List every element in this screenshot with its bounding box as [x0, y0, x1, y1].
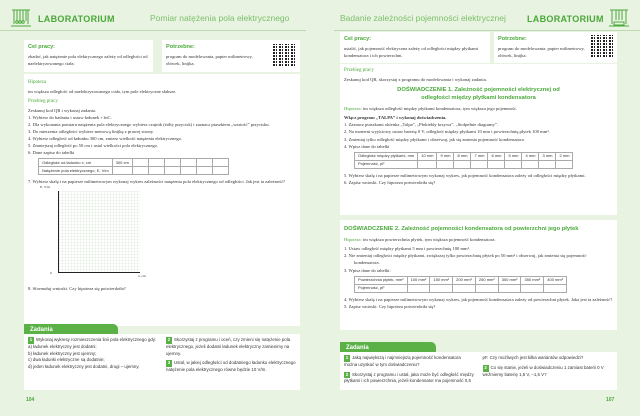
task-text: Skorzystaj z programu i oceń, czy zmieni się natężenie pola elektrycznego, jeżeli dodatni ładunek elektryczny zamienimy na ujemny. [166, 337, 291, 356]
step: 3. Wpisz dane do tabelki: [344, 267, 391, 273]
step: 5. Zapisz wnioski. Czy hipoteza potwierdziła się? [344, 303, 436, 309]
procedure-label: Przebieg pracy [344, 68, 374, 73]
table-cell: 300 cm [112, 159, 132, 167]
step: 2. Dla wykonania pomiaru natężenia pola elektrycznego wybierz czujnik (żółty przycisk) i zaznacz ptaszkiem „wartość” przycisku. [28, 121, 270, 127]
graph-origin: 0 [50, 271, 52, 276]
table-cell [498, 284, 521, 292]
page-number: 104 [26, 397, 35, 403]
step: 1. Wybierz do badania i ustaw ładunek +1nC. [28, 114, 112, 120]
table-cell: 400 mm² [544, 276, 567, 284]
table-cell [430, 284, 453, 292]
task-number: 1 [345, 355, 349, 360]
table-cell [475, 284, 498, 292]
step: 7. Wybierz skalę i na papierze milimetrowym wykonaj wykres zależności natężenia pola elektrycznego od odległości. Jak jest ta zależność? [28, 179, 286, 185]
task-number: 3 [167, 360, 171, 366]
table-cell: 100 mm² [407, 276, 430, 284]
task-number: 2 [167, 337, 171, 342]
tasks-tab: Zadania [24, 324, 118, 334]
row-header: Natężenie pola elektrycznego, E, V/m [39, 167, 113, 175]
procedure-box [24, 74, 300, 326]
step: 6. Dane zapisz do tabelki [28, 150, 75, 156]
procedure-steps [28, 114, 296, 157]
section-label: LABORATORIUM [38, 14, 115, 24]
step: 4. Wybierz skalę i na papierze milimetrowym wykonaj wykres, jak pojemność kondensatora zależy od powierzchni płytek. Jaka jest ta zależność? [344, 296, 613, 302]
step: 2. Na moment wyjściowy ustaw baterię 0 V, odległość między płytkami 10 mm i powierzchnię płytek 100 mm². [344, 129, 550, 135]
step: 5. Wybierz skalę i na papierze milimetrowym wykonaj wykres, jak pojemność kondensatora zależy od odległości między płytkami. [344, 172, 586, 178]
divider [334, 30, 640, 31]
newton-cradle-icon [10, 8, 32, 28]
data-table [354, 276, 567, 293]
table-cell [437, 160, 454, 168]
qr-code[interactable] [273, 44, 295, 66]
table-cell: 10 mm [418, 152, 437, 160]
table-cell: 150 mm² [430, 276, 453, 284]
left-logo [10, 8, 32, 28]
table-row [355, 276, 567, 284]
task-text: Ustal, w jakiej odległości od dodatniego ładunku elektrycznego natężenie pola elektrycznego równe będzie 10 V/m. [166, 360, 296, 373]
page-title: Pomiar natężenia pola elektrycznego [150, 13, 290, 23]
table-cell: 3 mm [539, 152, 556, 160]
table-cell [180, 159, 196, 167]
step: 3. Do mierzenia odległości wybierz metrową linijkę z prawej strony. [28, 128, 154, 134]
experiment-lead: Włącz program „TALPA” i wykonaj doświadczenia. [344, 115, 447, 121]
table-row [355, 160, 573, 168]
goal-label: Cel pracy: [28, 44, 56, 50]
goal-box [340, 32, 490, 63]
task-1 [344, 355, 475, 369]
hypothesis-label: Hipoteza [28, 80, 47, 85]
materials-label: Potrzebne: [498, 36, 527, 42]
task-3 [166, 360, 296, 374]
task-subitem: c) dwa ładunki elektryczne są dodatnie; [28, 357, 105, 363]
goal-box [24, 40, 153, 72]
step: 6. Zapisz wnioski. Czy hipoteza potwierdziła się? [344, 179, 436, 185]
section-label: LABORATORIUM [527, 14, 604, 24]
table-cell [454, 160, 471, 168]
table-cell [196, 167, 212, 175]
graph-x-label: x, cm [138, 274, 146, 279]
table-cell [164, 167, 180, 175]
right-logo [608, 8, 630, 30]
table-row [355, 152, 573, 160]
table-cell: 6 mm [488, 152, 505, 160]
tasks-box [24, 334, 300, 390]
table-cell: 7 mm [471, 152, 488, 160]
table-cell: 4 mm [522, 152, 539, 160]
table-cell [556, 160, 573, 168]
table-cell [453, 284, 476, 292]
data-table [354, 152, 573, 169]
goal-text: zbadać, jak natężenie pola elektrycznego zależy od odległości od naelektryzowanego ciała. [28, 53, 148, 66]
table-cell: 2 mm [556, 152, 573, 160]
data-table [38, 158, 229, 175]
experiment-1-title: DOŚWIADCZENIE 1. Zależność pojemności elektrycznej od odległości między płytkami kondensatora [397, 86, 560, 101]
table-cell [521, 284, 544, 292]
table-cell [471, 160, 488, 168]
table-cell [132, 159, 148, 167]
step: 1. Zaznacz ptaszkami okienka „Talpa”, „Płokiełdy krzywa”, „Stołpełnie diagramy”. [344, 122, 499, 128]
task-1 [28, 337, 158, 387]
hypothesis-text: im większa odległość między płytkami kondensatora, tym większa jego pojemność. [363, 106, 517, 112]
experiment-2-title: DOŚWIADCZENIE 2. Zależność pojemności kondensatora od powierzchni jego płytek [344, 226, 579, 232]
row-header: Odległość między płytkami, mm [355, 152, 418, 160]
materials-box [494, 32, 617, 63]
table-cell [212, 159, 228, 167]
table-cell [505, 160, 522, 168]
materials-text: program do modelowania, papier milimetrowy, ołówek, linijka. [498, 45, 585, 58]
hypothesis-label: Hipoteza: [344, 106, 362, 112]
materials-box [162, 40, 300, 72]
table-cell [212, 167, 228, 175]
table-cell [407, 284, 430, 292]
task-text: Co się stanie, jeżeli w doświadczeniu 1 zamiast baterii 0 V weźmiemy baterię 1,5 V, –1,5 V? [482, 364, 604, 377]
materials-text: program do modelowania, papier milimetrowy, ołówek, linijka. [166, 53, 253, 66]
page-number: 107 [606, 397, 615, 403]
tasks-tab: Zadania [340, 342, 436, 352]
row-header: Powierzchnia płytek, mm² [355, 276, 408, 284]
table-cell [488, 160, 505, 168]
task-number: 3 [484, 364, 487, 370]
goal-text: ustalić, jak pojemność elektryczna zależy od odległości między płytkami kondensatora i ich powierzchni. [344, 45, 479, 58]
procedure-label: Przebieg pracy [28, 98, 58, 104]
table-cell [148, 159, 164, 167]
materials-label: Potrzebne: [166, 44, 195, 50]
task-3 [483, 365, 614, 379]
table-cell: 5 mm [505, 152, 522, 160]
table-cell [112, 167, 132, 175]
table-row [39, 159, 229, 167]
step: 2. Nie zmieniaj odległości między płytkami, zwiększaj tylko powierzchnię płytek po 50 mm² i obserwuj, jak zmienia się pojemność kondensatora. [344, 253, 587, 266]
task-subitem: b) ładunek elektryczny jest ujemny; [28, 350, 97, 356]
divider [0, 30, 306, 31]
graph-grid [58, 191, 140, 273]
task-text: Skorzystaj z programu i ustal, jaka może być odległość między płytkami i ich powierzchnia, jeżeli kondensator ma pojemność 0,5 pF. Czy możliwych jest kilka wariantów odpowiedzi? [344, 355, 584, 384]
table-cell [196, 159, 212, 167]
row-header: Odległość od ładunku x, cm [39, 159, 113, 167]
table-cell: 350 mm² [521, 276, 544, 284]
table-cell: 200 mm² [453, 276, 476, 284]
step: 4. Wpisz dane do tabelki [344, 143, 390, 149]
table-cell [180, 167, 196, 175]
row-header: Pojemność, pF [355, 160, 418, 168]
table-cell [544, 284, 567, 292]
table-cell [164, 159, 180, 167]
step: 3. Zmieniaj tylko odległość między płytkami i obserwuj, jak się zmienia pojemność kondensatora. [344, 136, 525, 142]
table-cell [132, 167, 148, 175]
table-cell [539, 160, 556, 168]
task-text: Wykonaj wykresy rozmieszczenia linii pola elektrycznego gdy: [36, 337, 157, 342]
experiment-1-box [340, 64, 617, 215]
table-cell: 8 mm [454, 152, 471, 160]
graph [28, 185, 296, 285]
table-cell: 300 mm² [498, 276, 521, 284]
procedure-intro: Zeskanuj kod QR, skorzystaj z programu do modelowania i wykonaj zadania. [344, 76, 487, 82]
task-subitem: d) jeden ładunek elektryczny jest dodatni, drugi – ujemny. [28, 364, 140, 370]
graph-y-label: E, V/m [40, 185, 51, 190]
table-cell [522, 160, 539, 168]
task-number: 2 [345, 371, 349, 377]
qr-code[interactable] [591, 35, 613, 57]
table-cell [148, 167, 164, 175]
hypothesis-text: im większa powierzchnia płytek, tym większa pojemność kondensatora. [363, 237, 496, 243]
table-cell: 9 mm [437, 152, 454, 160]
step: 8. Sformułuj wnioski. Czy hipoteza się potwierdziła? [28, 286, 126, 292]
step: 5. Zmniejszaj odległość po 50 cm i ustal wielkości pola elektrycznego. [28, 143, 159, 149]
page-title: Badanie zależności pojemności elektrycznej [340, 13, 506, 23]
hypothesis-text: im większa odległość od naelektryzowanego ciała, tym pole elektryczne słabsze. [28, 88, 177, 94]
experiment-2-box [340, 220, 617, 330]
goal-label: Cel pracy: [344, 36, 372, 42]
step: 4. Wybierz odległość od ładunku 300 cm, zmierz wielkość natężenia elektrycznego. [28, 136, 183, 142]
task-number: 1 [29, 337, 33, 342]
task-subitem: a) ładunek elektryczny jest dodatni; [28, 343, 97, 349]
table-row [39, 167, 229, 175]
task-text: Jaką największą i najmniejszą pojemność kondensatora można uzyskać w tym doświadczeniu? [344, 355, 461, 367]
hypothesis-label: Hipoteza: [344, 237, 362, 243]
task-col-2 [166, 337, 296, 387]
table-cell [418, 160, 437, 168]
table-cell: 250 mm² [475, 276, 498, 284]
task-2 [166, 337, 296, 357]
step: 1. Ustaw odległość między płytkami 5 mm i powierzchnię 100 mm². [344, 246, 471, 252]
lab-stand-icon [608, 8, 630, 28]
table-row [355, 284, 567, 292]
procedure-intro: Zeskanuj kod QR i wykonaj zadania. [28, 107, 97, 113]
row-header: Pojemność, pF [355, 284, 408, 292]
tasks-box [340, 352, 617, 390]
